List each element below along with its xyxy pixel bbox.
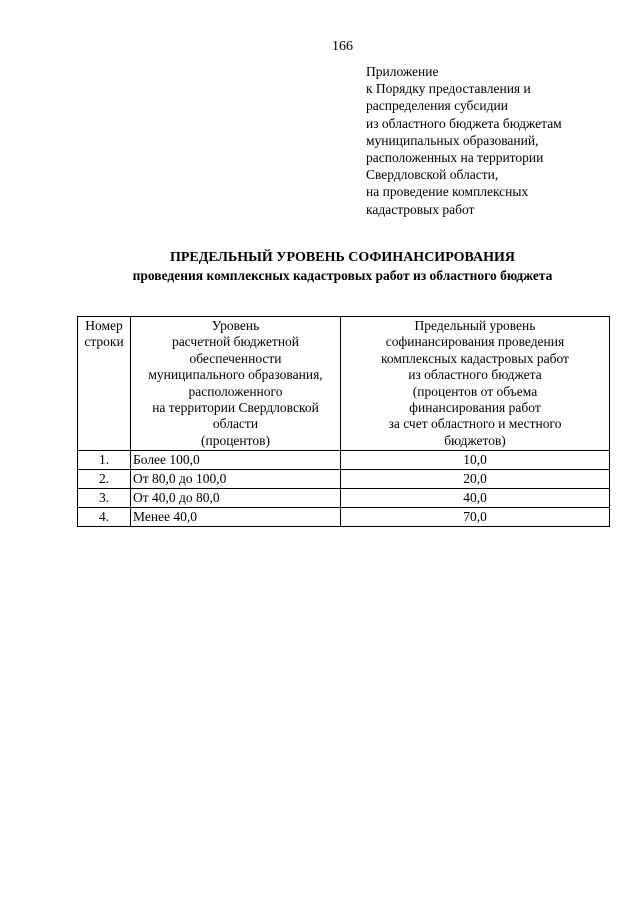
header-text: (процентов от объема: [412, 383, 538, 399]
document-title: ПРЕДЕЛЬНЫЙ УРОВЕНЬ СОФИНАНСИРОВАНИЯ: [169, 250, 516, 265]
appendix-line: расположенных на территории: [366, 150, 544, 166]
row-cofinancing-limit: 20,0: [341, 470, 610, 489]
header-text: софинансирования проведения: [385, 334, 565, 350]
appendix-line: к Порядку предоставления и: [366, 81, 531, 97]
header-text: Предельный уровень: [414, 318, 536, 333]
appendix-line: из областного бюджета бюджетам: [366, 115, 562, 131]
header-text: бюджетов): [444, 432, 506, 448]
header-cofinancing-limit: [341, 317, 610, 451]
row-cofinancing-limit: 40,0: [341, 489, 610, 508]
row-budget-level: Более 100,0: [131, 451, 341, 470]
table-row: [78, 451, 610, 470]
appendix-note: [366, 63, 632, 218]
row-number: 1.: [78, 451, 131, 470]
row-budget-level: От 80,0 до 100,0: [131, 470, 341, 489]
table-row: [78, 508, 610, 527]
appendix-line: муниципальных образований,: [366, 132, 539, 148]
row-number: 3.: [78, 489, 131, 508]
page-number: 166: [332, 39, 353, 54]
table-row: [78, 489, 610, 508]
row-cofinancing-limit: 70,0: [341, 508, 610, 527]
cofinancing-table: [77, 316, 610, 527]
header-text: финансирования работ: [409, 400, 541, 416]
appendix-line: на проведение комплексных: [366, 184, 529, 200]
appendix-line: распределения субсидии: [366, 98, 508, 114]
header-text: области: [212, 416, 259, 432]
appendix-line: Приложение: [366, 64, 439, 79]
document-subtitle: проведения комплексных кадастровых работ из областного бюджета: [132, 268, 553, 283]
header-text: расположенного: [188, 383, 283, 399]
header-text: Номер: [85, 318, 123, 333]
header-text: строки: [84, 334, 124, 350]
header-text: обеспеченности: [189, 350, 282, 366]
header-text: на территории Свердловской: [152, 400, 319, 416]
table-row: [78, 470, 610, 489]
header-text: Уровень: [211, 318, 260, 333]
row-cofinancing-limit: 10,0: [341, 451, 610, 470]
header-budget-level: [131, 317, 341, 451]
header-text: за счет областного и местного: [388, 416, 562, 432]
header-row-number: [78, 317, 131, 451]
header-text: (процентов): [200, 432, 270, 448]
row-number: 4.: [78, 508, 131, 527]
row-budget-level: От 40,0 до 80,0: [131, 489, 341, 508]
appendix-line: кадастровых работ: [366, 201, 475, 217]
row-budget-level: Менее 40,0: [131, 508, 341, 527]
header-text: муниципального образования,: [148, 367, 323, 383]
table-header-row: [78, 317, 610, 451]
header-text: комплексных кадастровых работ: [381, 350, 569, 366]
row-number: 2.: [78, 470, 131, 489]
appendix-line: Свердловской области,: [366, 167, 499, 183]
header-text: из областного бюджета: [408, 367, 542, 383]
header-text: расчетной бюджетной: [171, 334, 300, 350]
